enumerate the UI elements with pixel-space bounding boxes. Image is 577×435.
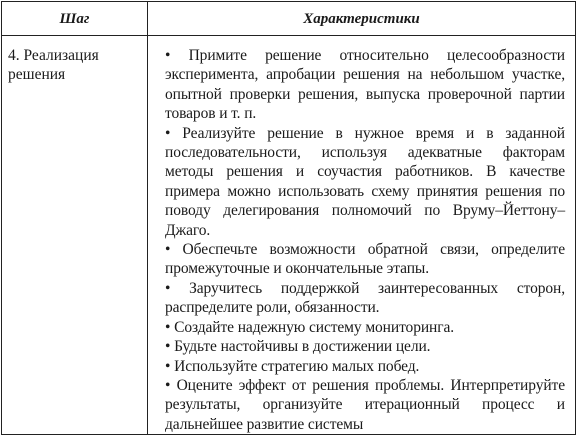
list-item-text: Реализуйте решение в нужное время и в заданной последовательности, используя адекватные факторам методы решения и соучастия работников. В качестве примера можно использовать схему принятия решения по поводу делегирования полномочий по Вруму–Йеттону–Джаго. [165, 124, 565, 239]
steps-table [1, 1, 576, 435]
bullet-marker: • [165, 124, 171, 142]
table-header-row [2, 2, 576, 36]
bullet-marker: • [165, 47, 171, 64]
header-step: Шаг [2, 2, 148, 36]
characteristics-cell [148, 36, 576, 435]
list-item [165, 318, 565, 337]
list-item [165, 279, 565, 318]
list-item-text: Создайте надежную систему мониторинга. [174, 318, 455, 336]
header-characteristics: Характеристики [148, 2, 576, 36]
bullet-marker: • [165, 241, 171, 259]
step-cell: 4. Реализация решения [2, 36, 148, 435]
list-item [165, 376, 565, 434]
list-item-text: Оцените эффект от решения проблемы. Интерпретируйте результаты, организуйте итерационный процесс и дальнейшее развитие системы [165, 376, 565, 433]
list-item-text: Заручитесь поддержкой заинтересованных сторон, распределите роли, обязанности. [165, 279, 565, 317]
bullet-marker: • [165, 357, 171, 375]
list-item [165, 240, 565, 279]
bullet-marker: • [165, 279, 171, 297]
bullet-marker: • [165, 338, 171, 356]
list-item-text: Обеспечьте возможности обратной связи, определите промежуточные и окончательные этапы. [165, 241, 565, 278]
table-row [2, 36, 576, 435]
list-item [165, 357, 565, 376]
list-item-text: Будьте настойчивы в достижении цели. [174, 338, 431, 356]
bullet-marker: • [165, 376, 171, 394]
list-item [165, 337, 565, 356]
list-item-text: Примите решение относительно целесообразности эксперимента, апробации решения на небольшом участке, опытной проверки решения, выпуска проверочной партии товаров и т. п. [165, 47, 565, 123]
bullet-marker: • [165, 318, 171, 336]
list-item-text: Используйте стратегию малых побед. [174, 357, 420, 375]
list-item [165, 46, 565, 124]
list-item [165, 124, 565, 240]
